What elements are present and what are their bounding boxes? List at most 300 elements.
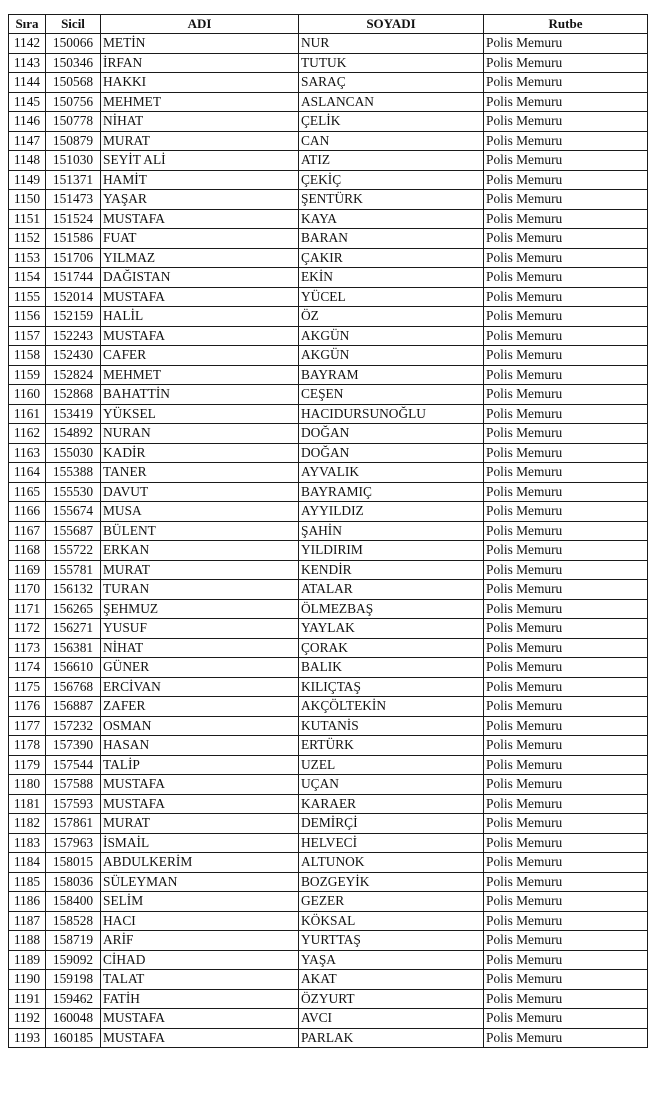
cell-sira: 1145 (9, 92, 46, 112)
cell-sicil: 155674 (46, 502, 101, 522)
cell-soyadi: ÖZYURT (299, 989, 484, 1009)
cell-sira: 1190 (9, 970, 46, 990)
cell-rutbe: Polis Memuru (484, 346, 648, 366)
cell-adi: MUSA (101, 502, 299, 522)
cell-sira: 1180 (9, 775, 46, 795)
cell-soyadi: UÇAN (299, 775, 484, 795)
cell-adi: MUSTAFA (101, 1028, 299, 1048)
cell-sicil: 152824 (46, 365, 101, 385)
table-row (9, 755, 648, 775)
cell-sicil: 151371 (46, 170, 101, 190)
cell-sicil: 151524 (46, 209, 101, 229)
cell-rutbe: Polis Memuru (484, 34, 648, 54)
cell-sicil: 157232 (46, 716, 101, 736)
table-row (9, 560, 648, 580)
cell-sicil: 158015 (46, 853, 101, 873)
cell-sira: 1177 (9, 716, 46, 736)
table-row (9, 736, 648, 756)
cell-sicil: 151706 (46, 248, 101, 268)
cell-adi: ERKAN (101, 541, 299, 561)
table-row (9, 385, 648, 405)
cell-adi: MUSTAFA (101, 209, 299, 229)
cell-adi: NİHAT (101, 638, 299, 658)
cell-rutbe: Polis Memuru (484, 872, 648, 892)
cell-sicil: 150346 (46, 53, 101, 73)
cell-soyadi: KENDİR (299, 560, 484, 580)
cell-adi: MUSTAFA (101, 775, 299, 795)
cell-soyadi: HACIDURSUNOĞLU (299, 404, 484, 424)
cell-sicil: 157544 (46, 755, 101, 775)
cell-sicil: 150879 (46, 131, 101, 151)
cell-sira: 1181 (9, 794, 46, 814)
cell-sicil: 155722 (46, 541, 101, 561)
cell-adi: MUSTAFA (101, 794, 299, 814)
cell-adi: TURAN (101, 580, 299, 600)
table-row (9, 131, 648, 151)
cell-soyadi: GEZER (299, 892, 484, 912)
cell-soyadi: AKAT (299, 970, 484, 990)
cell-rutbe: Polis Memuru (484, 619, 648, 639)
cell-soyadi: BALIK (299, 658, 484, 678)
header-row (9, 15, 648, 34)
cell-adi: ZAFER (101, 697, 299, 717)
cell-sira: 1152 (9, 229, 46, 249)
table-row (9, 872, 648, 892)
cell-sicil: 160185 (46, 1028, 101, 1048)
cell-sira: 1182 (9, 814, 46, 834)
cell-sicil: 154892 (46, 424, 101, 444)
cell-rutbe: Polis Memuru (484, 307, 648, 327)
cell-sira: 1156 (9, 307, 46, 327)
cell-rutbe: Polis Memuru (484, 209, 648, 229)
cell-sira: 1143 (9, 53, 46, 73)
table-row (9, 443, 648, 463)
cell-rutbe: Polis Memuru (484, 638, 648, 658)
cell-rutbe: Polis Memuru (484, 424, 648, 444)
cell-sira: 1163 (9, 443, 46, 463)
table-row (9, 92, 648, 112)
cell-sira: 1161 (9, 404, 46, 424)
cell-sira: 1187 (9, 911, 46, 931)
cell-adi: SÜLEYMAN (101, 872, 299, 892)
table-row (9, 53, 648, 73)
cell-rutbe: Polis Memuru (484, 521, 648, 541)
cell-sira: 1151 (9, 209, 46, 229)
cell-soyadi: KAYA (299, 209, 484, 229)
cell-rutbe: Polis Memuru (484, 677, 648, 697)
cell-soyadi: CAN (299, 131, 484, 151)
cell-soyadi: DOĞAN (299, 443, 484, 463)
cell-rutbe: Polis Memuru (484, 502, 648, 522)
cell-soyadi: ÇEKİÇ (299, 170, 484, 190)
cell-soyadi: EKİN (299, 268, 484, 288)
cell-soyadi: TUTUK (299, 53, 484, 73)
cell-sicil: 152159 (46, 307, 101, 327)
cell-sira: 1160 (9, 385, 46, 405)
cell-adi: FATİH (101, 989, 299, 1009)
header-sira: Sıra (9, 15, 46, 34)
cell-adi: İRFAN (101, 53, 299, 73)
cell-sicil: 156768 (46, 677, 101, 697)
cell-rutbe: Polis Memuru (484, 716, 648, 736)
cell-soyadi: ÖLMEZBAŞ (299, 599, 484, 619)
table-row (9, 346, 648, 366)
cell-adi: TANER (101, 463, 299, 483)
cell-soyadi: ÖZ (299, 307, 484, 327)
cell-rutbe: Polis Memuru (484, 365, 648, 385)
cell-sicil: 151744 (46, 268, 101, 288)
cell-sicil: 155530 (46, 482, 101, 502)
cell-sira: 1149 (9, 170, 46, 190)
cell-sicil: 156887 (46, 697, 101, 717)
table-row (9, 794, 648, 814)
cell-adi: FUAT (101, 229, 299, 249)
cell-sira: 1157 (9, 326, 46, 346)
cell-soyadi: YILDIRIM (299, 541, 484, 561)
table-row (9, 716, 648, 736)
cell-adi: CAFER (101, 346, 299, 366)
cell-rutbe: Polis Memuru (484, 482, 648, 502)
cell-adi: MUSTAFA (101, 1009, 299, 1029)
cell-rutbe: Polis Memuru (484, 326, 648, 346)
cell-sicil: 158400 (46, 892, 101, 912)
cell-adi: BÜLENT (101, 521, 299, 541)
header-soyadi: SOYADI (299, 15, 484, 34)
table-row (9, 268, 648, 288)
cell-soyadi: ÇAKIR (299, 248, 484, 268)
cell-soyadi: BARAN (299, 229, 484, 249)
cell-adi: TALİP (101, 755, 299, 775)
table-row (9, 989, 648, 1009)
cell-sicil: 156265 (46, 599, 101, 619)
cell-adi: DAĞISTAN (101, 268, 299, 288)
table-body (9, 34, 648, 1048)
cell-rutbe: Polis Memuru (484, 989, 648, 1009)
cell-soyadi: HELVECİ (299, 833, 484, 853)
cell-rutbe: Polis Memuru (484, 131, 648, 151)
cell-rutbe: Polis Memuru (484, 775, 648, 795)
cell-sira: 1158 (9, 346, 46, 366)
cell-adi: MUSTAFA (101, 326, 299, 346)
table-row (9, 950, 648, 970)
cell-sira: 1172 (9, 619, 46, 639)
cell-rutbe: Polis Memuru (484, 697, 648, 717)
table-row (9, 775, 648, 795)
table-row (9, 151, 648, 171)
cell-sira: 1193 (9, 1028, 46, 1048)
cell-adi: OSMAN (101, 716, 299, 736)
table-row (9, 424, 648, 444)
cell-sicil: 155030 (46, 443, 101, 463)
table-row (9, 911, 648, 931)
cell-rutbe: Polis Memuru (484, 92, 648, 112)
cell-rutbe: Polis Memuru (484, 580, 648, 600)
cell-sicil: 159198 (46, 970, 101, 990)
cell-sira: 1142 (9, 34, 46, 54)
cell-adi: İSMAİL (101, 833, 299, 853)
table-row (9, 248, 648, 268)
cell-sicil: 155781 (46, 560, 101, 580)
table-row (9, 1028, 648, 1048)
cell-soyadi: ATALAR (299, 580, 484, 600)
cell-rutbe: Polis Memuru (484, 53, 648, 73)
cell-sira: 1170 (9, 580, 46, 600)
table-row (9, 619, 648, 639)
cell-rutbe: Polis Memuru (484, 1028, 648, 1048)
cell-sira: 1165 (9, 482, 46, 502)
cell-sira: 1174 (9, 658, 46, 678)
cell-sira: 1159 (9, 365, 46, 385)
cell-adi: ŞEHMUZ (101, 599, 299, 619)
cell-rutbe: Polis Memuru (484, 404, 648, 424)
cell-sicil: 151030 (46, 151, 101, 171)
cell-soyadi: AKÇÖLTEKİN (299, 697, 484, 717)
cell-sira: 1178 (9, 736, 46, 756)
cell-sicil: 157963 (46, 833, 101, 853)
cell-sicil: 155388 (46, 463, 101, 483)
cell-rutbe: Polis Memuru (484, 814, 648, 834)
cell-soyadi: ATIZ (299, 151, 484, 171)
cell-soyadi: ŞENTÜRK (299, 190, 484, 210)
cell-sicil: 156610 (46, 658, 101, 678)
cell-rutbe: Polis Memuru (484, 229, 648, 249)
table-row (9, 970, 648, 990)
table-row (9, 853, 648, 873)
cell-sicil: 160048 (46, 1009, 101, 1029)
table-row (9, 697, 648, 717)
cell-adi: SELİM (101, 892, 299, 912)
cell-adi: HASAN (101, 736, 299, 756)
cell-sira: 1184 (9, 853, 46, 873)
cell-soyadi: YAŞA (299, 950, 484, 970)
cell-rutbe: Polis Memuru (484, 268, 648, 288)
table-row (9, 599, 648, 619)
table-row (9, 814, 648, 834)
cell-sira: 1167 (9, 521, 46, 541)
table-row (9, 541, 648, 561)
cell-sicil: 157390 (46, 736, 101, 756)
cell-rutbe: Polis Memuru (484, 385, 648, 405)
header-rutbe: Rutbe (484, 15, 648, 34)
cell-adi: DAVUT (101, 482, 299, 502)
cell-rutbe: Polis Memuru (484, 794, 648, 814)
table-row (9, 521, 648, 541)
personnel-table (8, 14, 648, 1048)
cell-sicil: 151473 (46, 190, 101, 210)
cell-adi: MURAT (101, 814, 299, 834)
cell-sira: 1189 (9, 950, 46, 970)
cell-rutbe: Polis Memuru (484, 736, 648, 756)
cell-sicil: 157588 (46, 775, 101, 795)
cell-soyadi: BAYRAM (299, 365, 484, 385)
cell-rutbe: Polis Memuru (484, 599, 648, 619)
cell-adi: CİHAD (101, 950, 299, 970)
cell-sira: 1148 (9, 151, 46, 171)
table-row (9, 209, 648, 229)
table-row (9, 658, 648, 678)
cell-sira: 1192 (9, 1009, 46, 1029)
cell-sira: 1179 (9, 755, 46, 775)
cell-soyadi: KILIÇTAŞ (299, 677, 484, 697)
cell-sicil: 153419 (46, 404, 101, 424)
cell-adi: MURAT (101, 131, 299, 151)
cell-rutbe: Polis Memuru (484, 833, 648, 853)
cell-soyadi: NUR (299, 34, 484, 54)
cell-adi: HAMİT (101, 170, 299, 190)
cell-sira: 1162 (9, 424, 46, 444)
table-row (9, 287, 648, 307)
cell-soyadi: ERTÜRK (299, 736, 484, 756)
cell-soyadi: YAYLAK (299, 619, 484, 639)
cell-rutbe: Polis Memuru (484, 1009, 648, 1029)
cell-soyadi: UZEL (299, 755, 484, 775)
cell-sicil: 158036 (46, 872, 101, 892)
table-row (9, 326, 648, 346)
cell-soyadi: YÜCEL (299, 287, 484, 307)
cell-sicil: 158719 (46, 931, 101, 951)
cell-adi: MURAT (101, 560, 299, 580)
cell-sicil: 159092 (46, 950, 101, 970)
cell-soyadi: KUTANİS (299, 716, 484, 736)
cell-adi: ERCİVAN (101, 677, 299, 697)
cell-sira: 1173 (9, 638, 46, 658)
table-row (9, 833, 648, 853)
cell-sira: 1171 (9, 599, 46, 619)
table-row (9, 580, 648, 600)
table-row (9, 170, 648, 190)
cell-adi: BAHATTİN (101, 385, 299, 405)
cell-sira: 1186 (9, 892, 46, 912)
cell-sira: 1176 (9, 697, 46, 717)
table-row (9, 229, 648, 249)
cell-adi: KADİR (101, 443, 299, 463)
cell-sira: 1153 (9, 248, 46, 268)
cell-sicil: 152868 (46, 385, 101, 405)
cell-soyadi: DOĞAN (299, 424, 484, 444)
table-row (9, 34, 648, 54)
cell-sicil: 158528 (46, 911, 101, 931)
table-row (9, 190, 648, 210)
cell-soyadi: AKGÜN (299, 326, 484, 346)
cell-soyadi: BOZGEYİK (299, 872, 484, 892)
cell-sira: 1168 (9, 541, 46, 561)
cell-sicil: 159462 (46, 989, 101, 1009)
cell-sicil: 157593 (46, 794, 101, 814)
cell-rutbe: Polis Memuru (484, 463, 648, 483)
cell-rutbe: Polis Memuru (484, 892, 648, 912)
cell-sicil: 152014 (46, 287, 101, 307)
cell-soyadi: PARLAK (299, 1028, 484, 1048)
cell-sicil: 150066 (46, 34, 101, 54)
cell-soyadi: ASLANCAN (299, 92, 484, 112)
table-row (9, 482, 648, 502)
cell-adi: ARİF (101, 931, 299, 951)
cell-soyadi: AYVALIK (299, 463, 484, 483)
cell-soyadi: ALTUNOK (299, 853, 484, 873)
cell-rutbe: Polis Memuru (484, 755, 648, 775)
cell-rutbe: Polis Memuru (484, 853, 648, 873)
cell-sicil: 156381 (46, 638, 101, 658)
table-row (9, 463, 648, 483)
table-row (9, 365, 648, 385)
cell-rutbe: Polis Memuru (484, 170, 648, 190)
cell-soyadi: AYYILDIZ (299, 502, 484, 522)
cell-sira: 1185 (9, 872, 46, 892)
cell-rutbe: Polis Memuru (484, 190, 648, 210)
cell-adi: SEYİT ALİ (101, 151, 299, 171)
cell-sira: 1169 (9, 560, 46, 580)
cell-rutbe: Polis Memuru (484, 950, 648, 970)
table-row (9, 112, 648, 132)
cell-soyadi: AKGÜN (299, 346, 484, 366)
cell-adi: ABDULKERİM (101, 853, 299, 873)
table-row (9, 404, 648, 424)
cell-sicil: 150778 (46, 112, 101, 132)
cell-rutbe: Polis Memuru (484, 112, 648, 132)
cell-adi: MEHMET (101, 92, 299, 112)
cell-soyadi: YURTTAŞ (299, 931, 484, 951)
cell-rutbe: Polis Memuru (484, 73, 648, 93)
cell-adi: HACI (101, 911, 299, 931)
cell-adi: YÜKSEL (101, 404, 299, 424)
cell-soyadi: DEMİRÇİ (299, 814, 484, 834)
header-sicil: Sicil (46, 15, 101, 34)
cell-rutbe: Polis Memuru (484, 931, 648, 951)
cell-adi: TALAT (101, 970, 299, 990)
cell-adi: YUSUF (101, 619, 299, 639)
cell-adi: METİN (101, 34, 299, 54)
cell-soyadi: AVCI (299, 1009, 484, 1029)
table-row (9, 73, 648, 93)
cell-rutbe: Polis Memuru (484, 443, 648, 463)
cell-sira: 1188 (9, 931, 46, 951)
cell-adi: HAKKI (101, 73, 299, 93)
cell-rutbe: Polis Memuru (484, 560, 648, 580)
cell-adi: MUSTAFA (101, 287, 299, 307)
cell-sicil: 151586 (46, 229, 101, 249)
cell-sira: 1147 (9, 131, 46, 151)
cell-adi: HALİL (101, 307, 299, 327)
cell-rutbe: Polis Memuru (484, 658, 648, 678)
cell-adi: GÜNER (101, 658, 299, 678)
cell-soyadi: KÖKSAL (299, 911, 484, 931)
header-adi: ADI (101, 15, 299, 34)
cell-sira: 1146 (9, 112, 46, 132)
cell-sicil: 157861 (46, 814, 101, 834)
cell-soyadi: SARAÇ (299, 73, 484, 93)
cell-soyadi: CEŞEN (299, 385, 484, 405)
cell-soyadi: ÇELİK (299, 112, 484, 132)
cell-sira: 1191 (9, 989, 46, 1009)
cell-sicil: 152430 (46, 346, 101, 366)
cell-adi: YAŞAR (101, 190, 299, 210)
cell-sira: 1175 (9, 677, 46, 697)
table-row (9, 677, 648, 697)
cell-sira: 1144 (9, 73, 46, 93)
cell-sicil: 156271 (46, 619, 101, 639)
cell-rutbe: Polis Memuru (484, 287, 648, 307)
table-row (9, 638, 648, 658)
cell-adi: NURAN (101, 424, 299, 444)
table-row (9, 1009, 648, 1029)
table-row (9, 892, 648, 912)
cell-sira: 1183 (9, 833, 46, 853)
cell-rutbe: Polis Memuru (484, 151, 648, 171)
cell-soyadi: ŞAHİN (299, 521, 484, 541)
cell-adi: MEHMET (101, 365, 299, 385)
cell-sira: 1155 (9, 287, 46, 307)
table-row (9, 502, 648, 522)
